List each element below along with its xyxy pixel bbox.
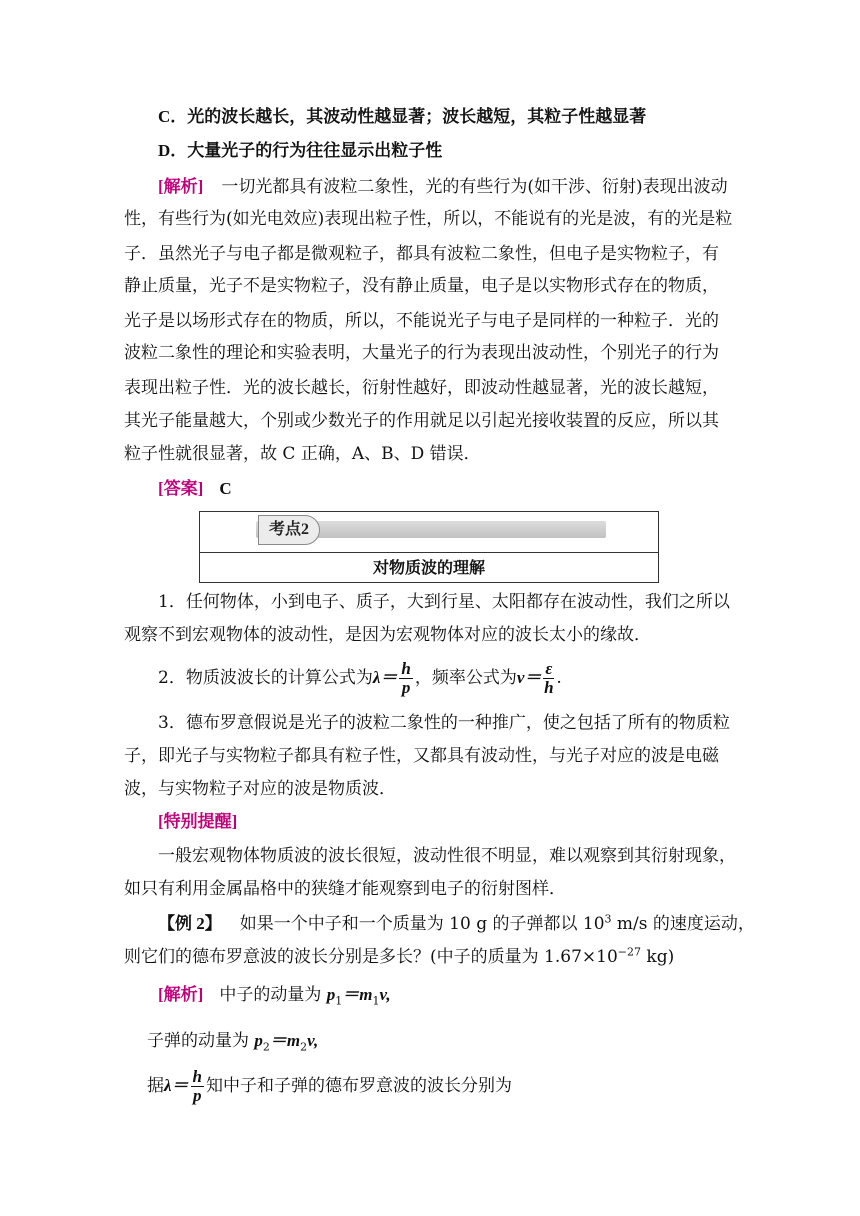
point-3-line-3: 波，与实物粒子对应的波是物质波． xyxy=(124,779,396,799)
lambda-symbol: λ＝ xyxy=(164,1076,189,1095)
point-3-line-1: 3．德布罗意假说是光子的波粒二象性的一种推广，使之包括了所有的物质粒 xyxy=(158,713,730,733)
analysis-line: 表现出粒子性．光的波长越长，衍射性越好，即波动性越显著，光的波长越短， xyxy=(124,378,719,398)
answer-line xyxy=(158,478,232,500)
analysis-text: 中子的动量为 xyxy=(219,985,327,1005)
analysis-text: 据 xyxy=(147,1076,164,1096)
fraction-denominator: h xyxy=(544,678,554,697)
analysis-2-line-1 xyxy=(158,984,391,1006)
fraction-denominator: p xyxy=(193,1086,202,1105)
point-2 xyxy=(158,660,562,700)
fraction-h-over-p xyxy=(191,1068,204,1105)
analysis-line: 其光子能量越大，个别或少数光子的作用就足以引起光接收装置的反应，所以其 xyxy=(124,411,719,431)
subscript: 2 xyxy=(262,1040,270,1054)
fraction-eps-over-h xyxy=(543,660,554,697)
math-var: v, xyxy=(307,1031,319,1050)
fraction-denominator: p xyxy=(401,678,411,697)
special-line-2: 如只有利用金属晶格中的狭缝才能观察到电子的衍射图样． xyxy=(124,879,566,899)
example-2-line-1 xyxy=(158,913,755,935)
option-c: C．光的波长越长，其波动性越显著；波长越短，其粒子性越显著 xyxy=(158,107,647,126)
math-var: ＝m xyxy=(342,985,373,1004)
example-text: 则它们的德布罗意波的波长分别是多长？(中子的质量为 1.67×10 xyxy=(124,947,618,967)
math-var: p xyxy=(326,985,336,1004)
point-1-line-1: 1．任何物体，小到电子、质子，大到行星、太阳都存在波动性，我们之所以 xyxy=(158,592,730,612)
fraction-numerator: ε xyxy=(545,659,553,678)
kaodian-tab: 考点2 xyxy=(258,515,320,545)
analysis-2-line-3 xyxy=(147,1068,512,1110)
analysis-line: 波粒二象性的理论和实验表明，大量光子的行为表现出波动性，个别光子的行为 xyxy=(124,343,719,363)
point-2-text: ，频率公式为 xyxy=(414,668,517,688)
option-d: D．大量光子的行为往往显示出粒子性 xyxy=(158,141,443,160)
special-tag: [特别提醒] xyxy=(158,812,238,831)
subscript: 1 xyxy=(372,994,380,1008)
subscript: 1 xyxy=(335,994,343,1008)
analysis-line: 光子是以场形式存在的物质，所以，不能说光子与电子是同样的一种粒子．光的 xyxy=(124,311,719,331)
analysis-line: 一切光都具有波粒二象性，光的有些行为(如干涉、衍射)表现出波动 xyxy=(221,177,728,197)
analysis-line: 子．虽然光子与电子都是微观粒子，都具有波粒二象性，但电子是实物粒子，有 xyxy=(124,244,719,264)
lambda-symbol: λ＝ xyxy=(372,668,398,687)
analysis-line: 性，有些行为(如光电效应)表现出粒子性，所以，不能说有的光是波，有的光是粒 xyxy=(124,209,733,229)
analysis-line: 粒子性就很显著，故 C 正确，A、B、D 错误． xyxy=(124,444,481,464)
kaodian-title: 对物质波的理解 xyxy=(372,558,485,577)
math-var: ＝m xyxy=(269,1031,301,1050)
math-var: p xyxy=(254,1031,263,1050)
example-text: kg) xyxy=(640,947,675,967)
point-3-line-2: 子，即光子与实物粒子都具有粒子性，又都具有波动性，与光子对应的波是电磁 xyxy=(124,746,719,766)
special-line-1: 一般宏观物体物质波的波长很短，波动性很不明显，难以观察到其衍射现象， xyxy=(158,846,736,866)
fraction-h-over-p xyxy=(399,660,412,697)
analysis-text: 知中子和子弹的德布罗意波的波长分别为 xyxy=(206,1076,513,1096)
special-tag-line xyxy=(158,811,237,833)
math-var: v, xyxy=(379,985,391,1004)
kaodian-box xyxy=(199,511,659,583)
analysis-text: 子弹的动量为 xyxy=(147,1031,255,1051)
analysis-tag: [解析] xyxy=(158,177,204,196)
nu-symbol: ν＝ xyxy=(516,668,542,687)
point-2-end: . xyxy=(556,668,562,688)
analysis-tag: [解析] xyxy=(158,985,204,1004)
example-text: m/s 的速度运动， xyxy=(611,914,755,934)
point-1-line-2: 观察不到宏观物体的波动性，是因为宏观物体对应的波长太小的缘故． xyxy=(124,625,651,645)
exponent: −27 xyxy=(617,945,641,959)
subscript: 2 xyxy=(300,1040,308,1054)
example-text: 如果一个中子和一个质量为 10 g 的子弹都以 10 xyxy=(239,914,605,934)
example-2-line-2 xyxy=(124,946,674,968)
fraction-numerator: h xyxy=(192,1067,203,1086)
fraction-numerator: h xyxy=(401,659,411,678)
answer-tag: [答案] xyxy=(158,479,204,498)
analysis-2-line-2 xyxy=(147,1030,318,1052)
kaodian-header xyxy=(200,512,658,553)
exponent: 3 xyxy=(604,912,612,926)
analysis-line: 静止质量，光子不是实物粒子，没有静止质量，电子是以实物形式存在的物质， xyxy=(124,276,719,296)
answer-value: C xyxy=(219,479,232,498)
example-label: 【例 2】 xyxy=(158,914,222,933)
point-2-text: 2．物质波波长的计算公式为 xyxy=(158,668,373,688)
